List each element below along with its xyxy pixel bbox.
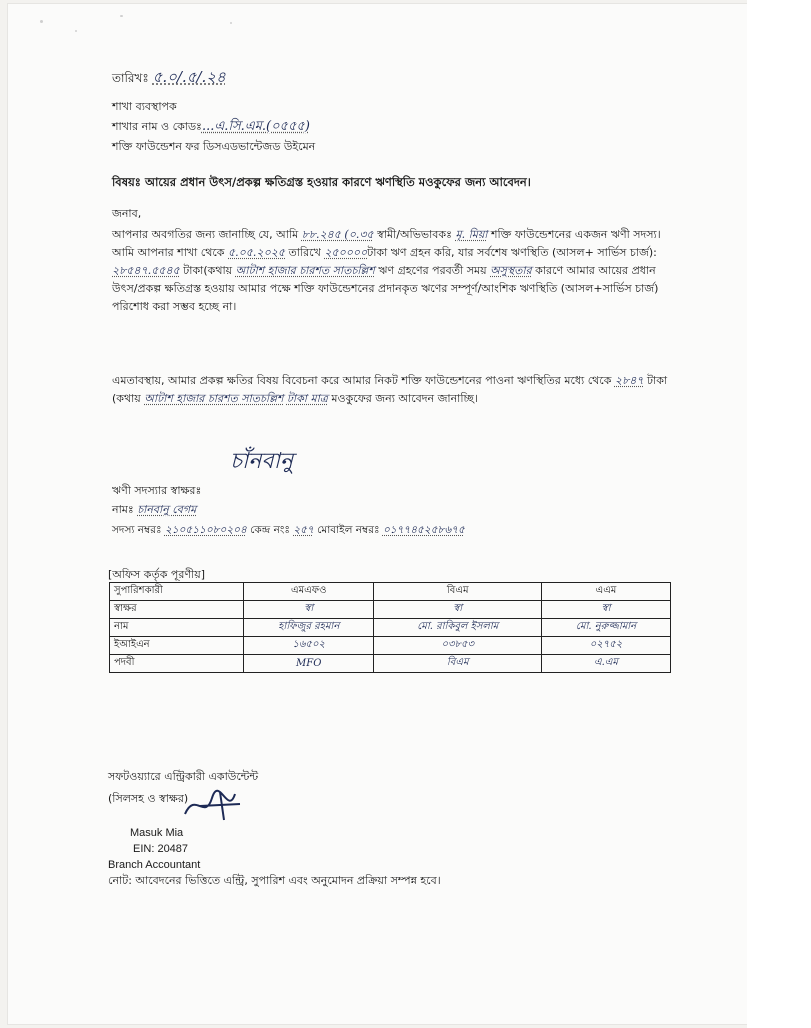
body-text: কারণে আমার আয়ের প্রধান উৎস/প্রকল্প ক্ষতিগ্রস্ত হওয়ায় আমার পক্ষে শক্তি ফাউন্ডেশনের প্রদানকৃত ঋণের সম্পূর্ণ/আংশিক ঋণস্থিতি (আসল+সার্ভিস চার্জ) পরিশোধ করা সম্ভব হচ্ছে না। <box>112 264 659 313</box>
body-paragraph-2 <box>112 372 672 408</box>
table-cell: ০২৭৫২ <box>541 637 670 655</box>
member-name-label: নামঃ <box>112 503 134 516</box>
scan-noise <box>230 22 232 24</box>
guardian-name-handwritten: মৃ. মিয়া <box>455 228 488 241</box>
body-text: তারিখে <box>288 246 321 259</box>
accountant-signature <box>180 786 250 826</box>
amount-in-words-handwritten: আটাশ হাজার চারশত সাতচল্লিশ <box>235 264 375 277</box>
table-header: বিএম <box>374 583 542 601</box>
table-cell: বিএম <box>374 655 542 673</box>
mobile-label: মোবাইল নম্বরঃ <box>317 524 380 536</box>
table-row-label: নাম <box>110 619 244 637</box>
stamp-title: Branch Accountant <box>108 859 201 871</box>
date-label: তারিখঃ <box>112 71 149 85</box>
body-paragraph-1 <box>112 226 672 316</box>
applicant-name-handwritten: ৮৮.২৪৫ (০.৩৫ <box>301 228 374 241</box>
table-header: এএম <box>541 583 670 601</box>
body-text: টাকা (কথায় <box>112 374 668 405</box>
table-cell: ১৬৫০২ <box>244 637 374 655</box>
salutation: জনাব, <box>112 207 142 220</box>
table-row-label: ইআইএন <box>110 637 244 655</box>
page-margin <box>747 0 811 1028</box>
member-signature: চাঁনবানু <box>230 449 294 474</box>
center-handwritten: ২৫৭ <box>293 524 314 536</box>
table-cell: স্বা <box>244 601 374 619</box>
member-id-handwritten: ২১০৫১১০৮০২০৪ <box>164 524 247 536</box>
stamp-ein: EIN: 20487 <box>133 843 189 855</box>
center-label: কেন্দ্র নংঃ <box>250 524 290 536</box>
body-text: স্বামী/অভিভাবকঃ <box>377 228 452 241</box>
date-line <box>112 70 226 85</box>
table-cell: MFO <box>244 655 374 673</box>
waiver-amount-handwritten: ২৮৪৭ <box>614 374 644 387</box>
body-text: ঋণ গ্রহণের পরবর্তী সময় <box>378 264 487 277</box>
table-cell: স্বা <box>374 601 542 619</box>
accountant-title: সফটওয়্যারে এন্ট্রিকারী একাউন্টেন্ট <box>108 770 259 783</box>
scan-noise <box>40 20 43 23</box>
accountant-seal-note: (সিলসহ ও স্বাক্ষর) <box>108 792 189 805</box>
table-cell: ০৩৮৫৩ <box>374 637 542 655</box>
body-text: মওকুফের জন্য আবেদন জানাচ্ছি। <box>331 392 478 405</box>
subject-line: বিষয়ঃ আয়ের প্রধান উৎস/প্রকল্প ক্ষতিগ্রস্ত হওয়ার কারণে ঋণস্থিতি মওকুফের জন্য আবেদন। <box>112 175 531 189</box>
footer-note: নোট: আবেদনের ভিত্তিতে এন্ট্রি, সুপারিশ এবং অনুমোদন প্রক্রিয়া সম্পন্ন হবে। <box>108 874 441 887</box>
member-id-line <box>112 523 465 537</box>
table-cell: মো. নুরুজ্জামান <box>541 619 670 637</box>
table-header-row <box>110 583 671 601</box>
table-row-label: পদবী <box>110 655 244 673</box>
table-cell: স্বা <box>541 601 670 619</box>
table-row <box>110 601 671 619</box>
addressee-title: শাখা ব্যবস্থাপক <box>112 100 177 113</box>
branch-label: শাখার নাম ও কোডঃ <box>112 120 202 133</box>
member-name-handwritten: চানবানু বেগম <box>137 503 197 516</box>
table-cell: মো. রাকিবুল ইসলাম <box>374 619 542 637</box>
body-text: টাকা(কথায় <box>183 264 233 277</box>
table-header: এমএফও <box>244 583 374 601</box>
balance-handwritten: ২৮৫৪৭.৫৫৪৫ <box>112 264 180 277</box>
organization-name: শক্তি ফাউন্ডেশন ফর ডিসএডভান্টেজড উইমেন <box>112 140 316 153</box>
scan-noise <box>120 15 123 17</box>
body-text: আপনার অবগতির জন্য জানাচ্ছি যে, আমি <box>112 228 299 241</box>
table-cell: এ.এম <box>541 655 670 673</box>
scan-noise <box>75 30 77 32</box>
branch-line <box>112 120 310 134</box>
waiver-words-handwritten: আটাশ হাজার চারশত সাতচল্লিশ <box>144 392 284 405</box>
body-text: শক্তি ফাউন্ডেশনের একজন ঋণী সদস্য। আমি আপনার শাখা থেকে <box>112 228 661 259</box>
table-row <box>110 637 671 655</box>
table-cell: হাফিজুর রহমান <box>244 619 374 637</box>
reason-handwritten: অসুস্থতার <box>490 264 532 277</box>
member-id-label: সদস্য নম্বরঃ <box>112 524 162 536</box>
table-row <box>110 619 671 637</box>
mobile-handwritten: ০১৭৭৪৫২৫৮৬৭৫ <box>382 524 465 536</box>
loan-date-handwritten: ৫.০৫.২০২৫ <box>228 246 286 259</box>
member-signature-label: ঋণী সদস্যার স্বাক্ষরঃ <box>112 484 202 497</box>
body-text: টাকা ঋণ গ্রহন করি, যার সর্বশেষ ঋণস্থিতি (আসল+ সার্ভিস চার্জ): <box>367 246 657 259</box>
member-name-line <box>112 503 196 517</box>
stamp-name: Masuk Mia <box>130 827 184 839</box>
waiver-words-handwritten: টাকা মাত্র <box>286 392 328 405</box>
office-approval-table <box>109 582 671 673</box>
loan-amount-handwritten: ২৫০০০০ <box>324 246 368 259</box>
table-row <box>110 655 671 673</box>
date-value: ৫.০/.৫/.২৪ <box>152 68 226 86</box>
table-header: সুপারিশকারী <box>110 583 244 601</box>
branch-value: ...এ.সি.এম.(০৫৫৫) <box>201 119 310 134</box>
office-use-title: [অফিস কর্তৃক পূরণীয়] <box>108 568 205 581</box>
table-row-label: স্বাক্ষর <box>110 601 244 619</box>
body-text: এমতাবস্থায়, আমার প্রকল্প ক্ষতির বিষয় বিবেচনা করে আমার নিকট শক্তি ফাউন্ডেশনের পাওনা ঋণস্থিতির মধ্যে থেকে <box>112 374 612 387</box>
